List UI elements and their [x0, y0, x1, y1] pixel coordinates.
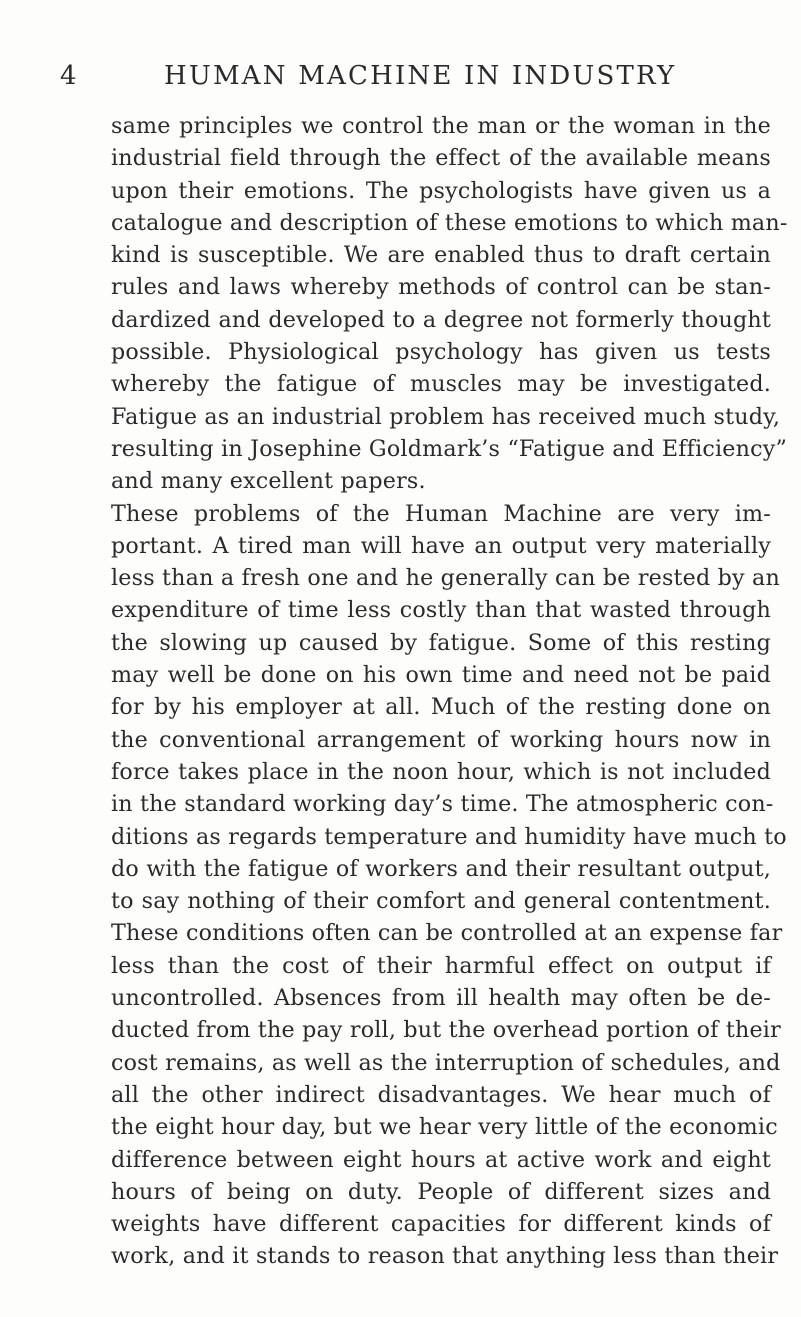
- body-text: [111, 110, 788, 1273]
- text-line: the conventional arrangement of working hours now in: [111, 726, 771, 753]
- text-line: hours of being on duty. People of different sizes and: [111, 1178, 771, 1205]
- text-line: cost remains, as well as the interruption of schedules, and: [111, 1049, 781, 1076]
- text-line: all the other indirect disadvantages. We hear much of: [111, 1081, 771, 1108]
- text-line: difference between eight hours at active work and eight: [111, 1146, 771, 1173]
- text-line: upon their emotions. The psychologists have given us a: [111, 177, 771, 204]
- text-line: ducted from the pay roll, but the overhead portion of their: [111, 1017, 781, 1044]
- text-line: may well be done on his own time and need not be paid: [111, 662, 771, 689]
- text-line: in the standard working day’s time. The atmospheric con-: [111, 791, 774, 818]
- text-line: Fatigue as an industrial problem has received much study,: [111, 403, 781, 430]
- text-line: work, and it stands to reason that anything less than their: [111, 1243, 779, 1270]
- text-line: to say nothing of their comfort and general contentment.: [111, 888, 771, 915]
- text-line: ditions as regards temperature and humidity have much to: [111, 823, 787, 850]
- text-line: the slowing up caused by fatigue. Some of this resting: [111, 629, 771, 656]
- text-line: kind is susceptible. We are enabled thus to draft certain: [111, 242, 771, 269]
- text-line: dardized and developed to a degree not formerly thought: [111, 306, 771, 333]
- text-line: expenditure of time less costly than that wasted through: [111, 597, 771, 624]
- text-line: rules and laws whereby methods of control can be stan-: [111, 274, 771, 301]
- text-line: force takes place in the noon hour, which is not included: [111, 758, 771, 785]
- page-number: 4: [60, 61, 78, 91]
- text-line: do with the fatigue of workers and their resultant output,: [111, 855, 771, 882]
- running-head: [0, 60, 801, 100]
- text-line: catalogue and description of these emotions to which man-: [111, 209, 788, 236]
- text-line: These problems of the Human Machine are very im-: [111, 500, 771, 527]
- text-line: These conditions often can be controlled at an expense far: [111, 920, 783, 947]
- text-line: same principles we control the man or the woman in the: [111, 113, 771, 139]
- text-line: resulting in Josephine Goldmark’s “Fatigue and Efficiency”: [111, 435, 788, 462]
- text-line: industrial field through the effect of the available means: [111, 145, 771, 172]
- text-line: the eight hour day, but we hear very little of the economic: [111, 1114, 778, 1141]
- text-line: possible. Physiological psychology has given us tests: [111, 339, 771, 366]
- text-line: uncontrolled. Absences from ill health may often be de-: [111, 985, 771, 1012]
- text-line: whereby the fatigue of muscles may be investigated.: [111, 371, 771, 398]
- text-line: less than a fresh one and he generally can be rested by an: [111, 565, 780, 592]
- text-line: weights have different capacities for different kinds of: [111, 1211, 771, 1238]
- text-line: and many excellent papers.: [111, 468, 426, 495]
- running-title: HUMAN MACHINE IN INDUSTRY: [164, 61, 677, 91]
- text-line: less than the cost of their harmful effect on output if: [111, 952, 771, 979]
- text-line: for by his employer at all. Much of the resting done on: [111, 694, 771, 721]
- text-line: portant. A tired man will have an output very materially: [111, 532, 771, 559]
